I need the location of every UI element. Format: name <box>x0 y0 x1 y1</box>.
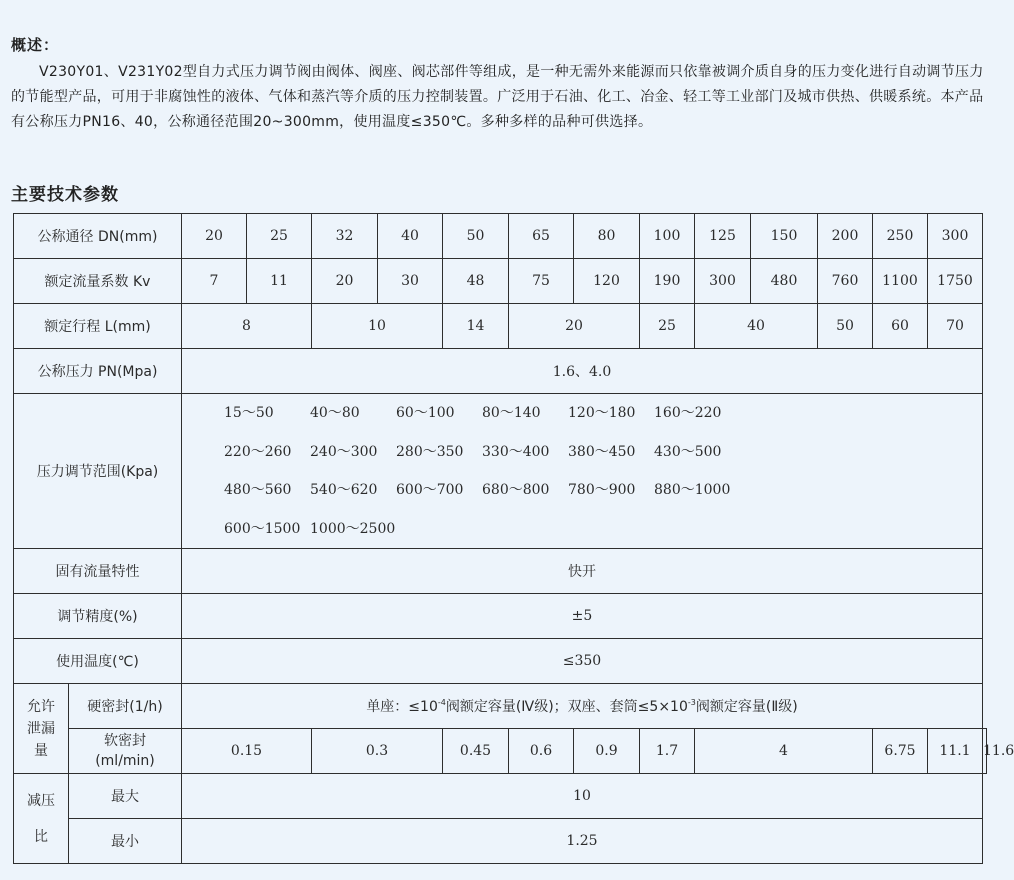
pn-value: 1.6、4.0 <box>182 349 983 394</box>
soft-seal-cell: 0.6 <box>509 729 574 774</box>
kv-cell: 1100 <box>873 259 928 304</box>
range-value: 120～180 <box>568 405 636 421</box>
stroke-cell: 14 <box>443 304 509 349</box>
kv-cell: 760 <box>818 259 873 304</box>
range-value: 480～560 <box>224 482 292 498</box>
leakage-group-label <box>14 684 69 774</box>
leakage-label-line: 允许 <box>27 698 55 715</box>
accuracy-value: ±5 <box>182 594 983 639</box>
soft-seal-cell: 0.45 <box>443 729 509 774</box>
dn-cell: 80 <box>574 214 640 259</box>
range-value: 680～800 <box>482 482 550 498</box>
range-value: 600～700 <box>396 482 464 498</box>
ratio-group-label <box>14 774 69 864</box>
dn-cell: 65 <box>509 214 574 259</box>
kv-cell: 190 <box>640 259 695 304</box>
row-label-stroke: 额定行程 L(mm) <box>14 304 182 349</box>
range-cell <box>182 394 983 549</box>
dn-cell: 25 <box>247 214 312 259</box>
kv-cell: 7 <box>182 259 247 304</box>
stroke-cell: 70 <box>928 304 983 349</box>
row-pn <box>14 349 987 394</box>
range-value: 880～1000 <box>654 482 731 498</box>
flow-char-value: 快开 <box>182 549 983 594</box>
range-value: 60～100 <box>396 405 455 421</box>
row-range <box>14 394 987 549</box>
ratio-label-line: 比 <box>34 828 48 845</box>
row-leak-soft <box>14 729 987 774</box>
kv-cell: 1750 <box>928 259 983 304</box>
row-label-ratio-min: 最小 <box>69 819 182 864</box>
row-ratio-min <box>14 819 987 864</box>
row-label-pn: 公称压力 PN(Mpa) <box>14 349 182 394</box>
range-value: 600～1500 <box>224 520 301 537</box>
dn-cell: 250 <box>873 214 928 259</box>
dn-cell: 50 <box>443 214 509 259</box>
range-value: 1000～2500 <box>310 520 396 537</box>
range-value: 780～900 <box>568 482 636 498</box>
row-temp <box>14 639 987 684</box>
kv-cell: 75 <box>509 259 574 304</box>
row-stroke <box>14 304 987 349</box>
range-value: 430～500 <box>654 443 722 460</box>
hard-seal-text: 阀额定容量(Ⅳ级)；双座、套筒≤5×10 <box>445 699 688 715</box>
range-line <box>224 433 982 472</box>
dn-cell: 20 <box>182 214 247 259</box>
dn-cell: 125 <box>695 214 751 259</box>
soft-seal-cell: 0.3 <box>312 729 443 774</box>
stroke-cell: 60 <box>873 304 928 349</box>
range-line <box>224 510 982 549</box>
soft-seal-cell: 0.15 <box>182 729 312 774</box>
stroke-cell: 50 <box>818 304 873 349</box>
row-label-flow-char: 固有流量特性 <box>14 549 182 594</box>
soft-seal-cell: 6.75 <box>873 729 928 774</box>
kv-cell: 120 <box>574 259 640 304</box>
hard-seal-exponent: -4 <box>437 698 446 707</box>
soft-seal-cell: 1.7 <box>640 729 695 774</box>
range-value: 15～50 <box>224 405 274 421</box>
range-line <box>224 471 982 510</box>
soft-seal-cell: 0.9 <box>574 729 640 774</box>
intro-title: 概述： <box>11 36 60 54</box>
kv-cell: 300 <box>695 259 751 304</box>
row-label-temp: 使用温度(℃) <box>14 639 182 684</box>
row-flow-char <box>14 549 987 594</box>
ratio-label-line: 减压 <box>27 792 55 809</box>
row-leak-hard <box>14 684 987 729</box>
stroke-cell: 20 <box>509 304 640 349</box>
temp-value: ≤350 <box>182 639 983 684</box>
leakage-label-line: 泄漏 <box>27 720 55 737</box>
ratio-max-value: 10 <box>182 774 983 819</box>
soft-seal-label-line: 软密封 <box>104 733 146 749</box>
dn-cell: 200 <box>818 214 873 259</box>
row-kv <box>14 259 987 304</box>
dn-cell: 150 <box>751 214 818 259</box>
row-label-dn: 公称通径 DN(mm) <box>14 214 182 259</box>
row-label-range: 压力调节范围(Kpa) <box>14 394 182 549</box>
intro-paragraph: V230Y01、V231Y02型自力式压力调节阀由阀体、阀座、阀芯部件等组成，是一种无需外来能源而只依靠被调介质自身的压力变化进行自动调节压力的节能型产品，可用于非腐蚀性的液体、气体和蒸汽等介质的压力控制装置。广泛用于石油、化工、冶金、轻工等工业部门及城市供热、供暖系统。本产品有公称压力PN16、40，公称通径范围20~300mm，使用温度≤350℃。多种多样的品种可供选择。 <box>11 64 984 130</box>
hard-seal-exponent: -3 <box>687 698 696 707</box>
soft-seal-label-line: (ml/min) <box>95 753 155 769</box>
row-label-accuracy: 调节精度(%) <box>14 594 182 639</box>
row-label-hard-seal: 硬密封(1/h) <box>69 684 182 729</box>
dn-cell: 32 <box>312 214 378 259</box>
spec-table <box>13 213 1014 864</box>
kv-cell: 480 <box>751 259 818 304</box>
row-dn <box>14 214 987 259</box>
row-label-kv: 额定流量系数 Kv <box>14 259 182 304</box>
stroke-cell: 10 <box>312 304 443 349</box>
range-value: 330～400 <box>482 443 550 460</box>
range-value: 40～80 <box>310 405 360 421</box>
stroke-cell: 25 <box>640 304 695 349</box>
leakage-label-line: 量 <box>34 742 48 759</box>
kv-cell: 11 <box>247 259 312 304</box>
section-title: 主要技术参数 <box>11 185 119 205</box>
kv-cell: 20 <box>312 259 378 304</box>
dn-cell: 40 <box>378 214 443 259</box>
range-value: 280～350 <box>396 443 464 460</box>
row-ratio-max <box>14 774 987 819</box>
range-value: 80～140 <box>482 405 541 421</box>
kv-cell: 30 <box>378 259 443 304</box>
hard-seal-text: 单座：≤10 <box>366 699 438 715</box>
stroke-cell: 8 <box>182 304 312 349</box>
range-value: 380～450 <box>568 443 636 460</box>
row-label-ratio-max: 最大 <box>69 774 182 819</box>
hard-seal-value <box>182 684 983 729</box>
hard-seal-text: 阀额定容量(Ⅱ级) <box>695 699 798 715</box>
kv-cell: 48 <box>443 259 509 304</box>
range-value: 220～260 <box>224 443 292 460</box>
soft-seal-cell: 4 <box>695 729 873 774</box>
ratio-min-value: 1.25 <box>182 819 983 864</box>
range-line <box>224 394 982 433</box>
range-value: 540～620 <box>310 482 378 498</box>
row-label-soft-seal <box>69 729 182 774</box>
range-value: 240～300 <box>310 443 378 460</box>
dn-cell: 300 <box>928 214 983 259</box>
row-accuracy <box>14 594 987 639</box>
range-value: 160～220 <box>654 405 722 421</box>
dn-cell: 100 <box>640 214 695 259</box>
soft-seal-cell: 11.1 <box>928 729 983 774</box>
stroke-cell: 40 <box>695 304 818 349</box>
soft-seal-cell: 11.6 <box>983 729 987 774</box>
